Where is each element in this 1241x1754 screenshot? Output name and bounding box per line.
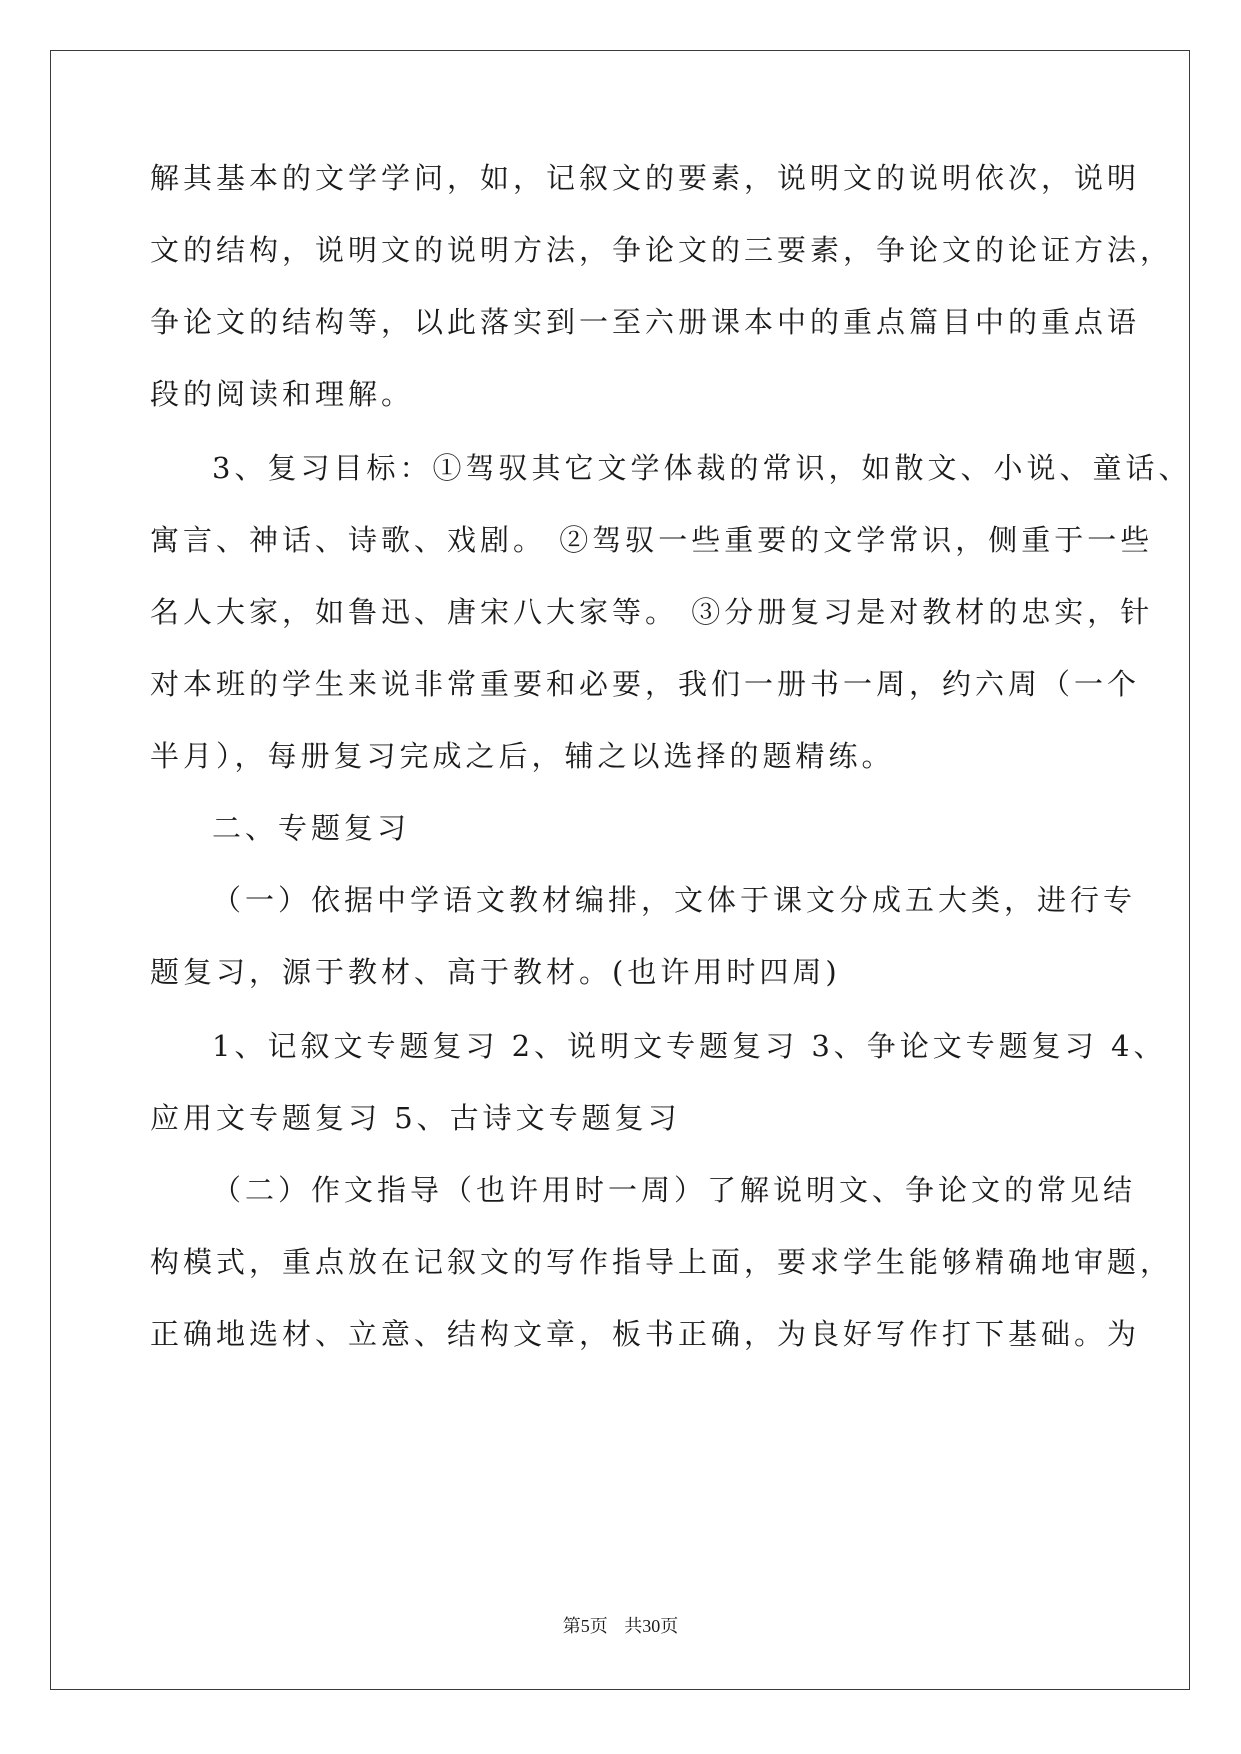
text-line: 3、复习目标：①驾驭其它文学体裁的常识，如散文、小说、童话、 [212,451,1192,485]
text-line: 正确地选材、立意、结构文章，板书正确，为良好写作打下基础。为 [150,1317,1141,1351]
page-footer [0,1612,1241,1638]
page-number: 第5页 [562,1616,608,1636]
text-line: （一）依据中学语文教材编排，文体于课文分成五大类，进行专 [212,883,1137,917]
text-line: 半月），每册复习完成之后，辅之以选择的题精练。 [150,739,895,773]
text-line: 1、记叙文专题复习 2、说明文专题复习 3、争论文专题复习 4、 [212,1029,1167,1063]
text-line: 构模式，重点放在记叙文的写作指导上面，要求学生能够精确地审题， [150,1245,1174,1279]
text-line: 题复习，源于教材、高于教材。(也许用时四周) [150,955,841,989]
text-line: 名人大家，如鲁迅、唐宋八大家等。 ③分册复习是对教材的忠实，针 [150,595,1154,629]
page-border [50,50,1190,1690]
page-total: 共30页 [624,1616,679,1636]
text-line: 寓言、神话、诗歌、戏剧。 ②驾驭一些重要的文学常识，侧重于一些 [150,523,1154,557]
text-line: 解其基本的文学学问，如，记叙文的要素，说明文的说明依次，说明 [150,161,1141,195]
text-line: 对本班的学生来说非常重要和必要，我们一册书一周，约六周（一个 [150,667,1141,701]
text-line: 应用文专题复习 5、古诗文专题复习 [150,1101,681,1135]
text-line: 段的阅读和理解。 [150,377,415,411]
section-heading: 二、专题复习 [212,811,411,845]
text-line: 争论文的结构等，以此落实到一至六册课本中的重点篇目中的重点语 [150,305,1141,339]
text-line: 文的结构，说明文的说明方法，争论文的三要素，争论文的论证方法， [150,233,1174,267]
text-line: （二）作文指导（也许用时一周）了解说明文、争论文的常见结 [212,1173,1137,1207]
